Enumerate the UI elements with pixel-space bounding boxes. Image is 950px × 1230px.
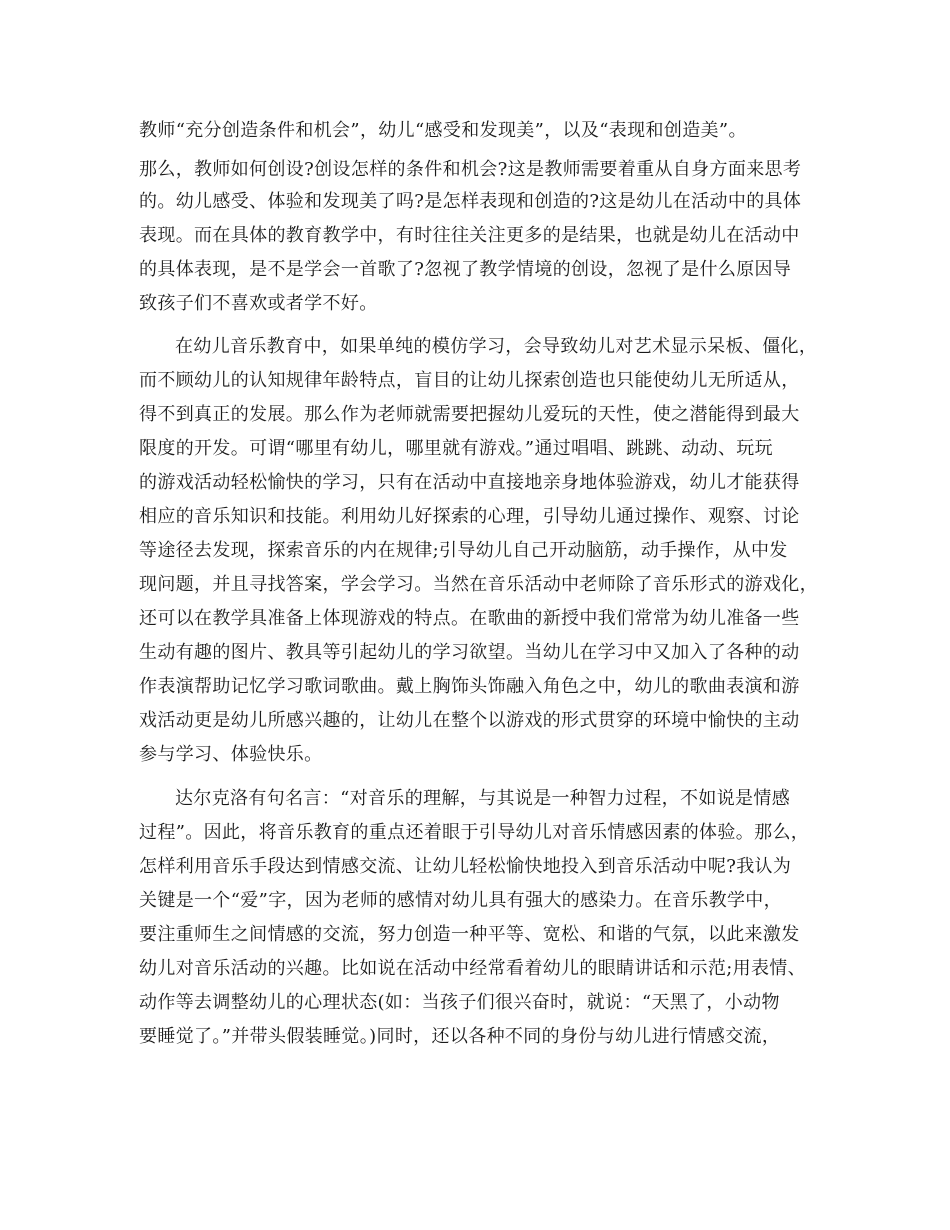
text-line: 幼儿对音乐活动的兴趣。比如说在活动中经常看着幼儿的眼睛讲话和示范;用表情、 bbox=[139, 958, 807, 979]
text-line: 那么，教师如何创设?创设怎样的条件和机会?这是教师需要着重从自身方面来思考 bbox=[139, 159, 802, 180]
text-line: 得不到真正的发展。那么作为老师就需要把握幼儿爱玩的天性，使之潜能得到最大 bbox=[139, 404, 800, 425]
text-line: 作表演帮助记忆学习歌词歌曲。戴上胸饰头饰融入角色之中，幼儿的歌曲表演和游 bbox=[139, 676, 800, 697]
text-line: 相应的音乐知识和技能。利用幼儿好探索的心理，引导幼儿通过操作、观察、讨论 bbox=[139, 506, 800, 527]
text-line: 的。幼儿感受、体验和发现美了吗?是怎样表现和创造的?这是幼儿在活动中的具体 bbox=[139, 191, 802, 212]
text-line: 等途径去发现，探索音乐的内在规律;引导幼儿自己开动脑筋，动手操作，从中发 bbox=[139, 540, 788, 561]
text-line: 的游戏活动轻松愉快的学习，只有在活动中直接地亲身地体验游戏，幼儿才能获得 bbox=[139, 472, 800, 493]
text-line: 生动有趣的图片、教具等引起幼儿的学习欲望。当幼儿在学习中又加入了各种的动 bbox=[139, 642, 800, 663]
text-line: 在幼儿音乐教育中，如果单纯的模仿学习，会导致幼儿对艺术显示呆板、僵化， bbox=[175, 336, 818, 357]
text-line: 戏活动更是幼儿所感兴趣的，让幼儿在整个以游戏的形式贯穿的环境中愉快的主动 bbox=[139, 710, 800, 731]
text-line: 限度的开发。可谓“哪里有幼儿，哪里就有游戏。”通过唱唱、跳跳、动动、玩玩 bbox=[139, 438, 774, 459]
text-line: 现问题，并且寻找答案，学会学习。当然在音乐活动中老师除了音乐形式的游戏化， bbox=[139, 574, 818, 595]
text-line: 动作等去调整幼儿的心理状态(如：当孩子们很兴奋时，就说：“天黑了，小动物 bbox=[139, 992, 780, 1013]
text-line: 要注重师生之间情感的交流，努力创造一种平等、宽松、和谐的气氛，以此来激发 bbox=[139, 924, 800, 945]
text-line: 参与学习、体验快乐。 bbox=[139, 744, 323, 765]
text-line: 关键是一个“爱”字，因为老师的感情对幼儿具有强大的感染力。在音乐教学中， bbox=[139, 890, 783, 911]
text-line: 怎样利用音乐手段达到情感交流、让幼儿轻松愉快地投入到音乐活动中呢?我认为 bbox=[139, 856, 792, 877]
text-line: 过程”。因此，将音乐教育的重点还着眼于引导幼儿对音乐情感因素的体验。那么， bbox=[139, 822, 810, 843]
text-line: 达尔克洛有句名言：“对音乐的理解，与其说是一种智力过程，不如说是情感 bbox=[175, 788, 791, 809]
text-line: 而不顾幼儿的认知规律年龄特点，盲目的让幼儿探索创造也只能使幼儿无所适从， bbox=[139, 370, 800, 391]
text-line: 还可以在教学具准备上体现游戏的特点。在歌曲的新授中我们常常为幼儿准备一些 bbox=[139, 608, 800, 629]
text-line: 要睡觉了。”并带头假装睡觉。)同时，还以各种不同的身份与幼儿进行情感交流， bbox=[139, 1026, 781, 1047]
text-line: 教师“充分创造条件和机会”，幼儿“感受和发现美”，以及“表现和创造美”。 bbox=[139, 120, 747, 141]
text-line: 的具体表现，是不是学会一首歌了?忽视了教学情境的创设，忽视了是什么原因导 bbox=[139, 259, 792, 280]
text-line: 致孩子们不喜欢或者学不好。 bbox=[139, 293, 378, 314]
text-line: 表现。而在具体的教育教学中，有时往往关注更多的是结果，也就是幼儿在活动中 bbox=[139, 225, 800, 246]
